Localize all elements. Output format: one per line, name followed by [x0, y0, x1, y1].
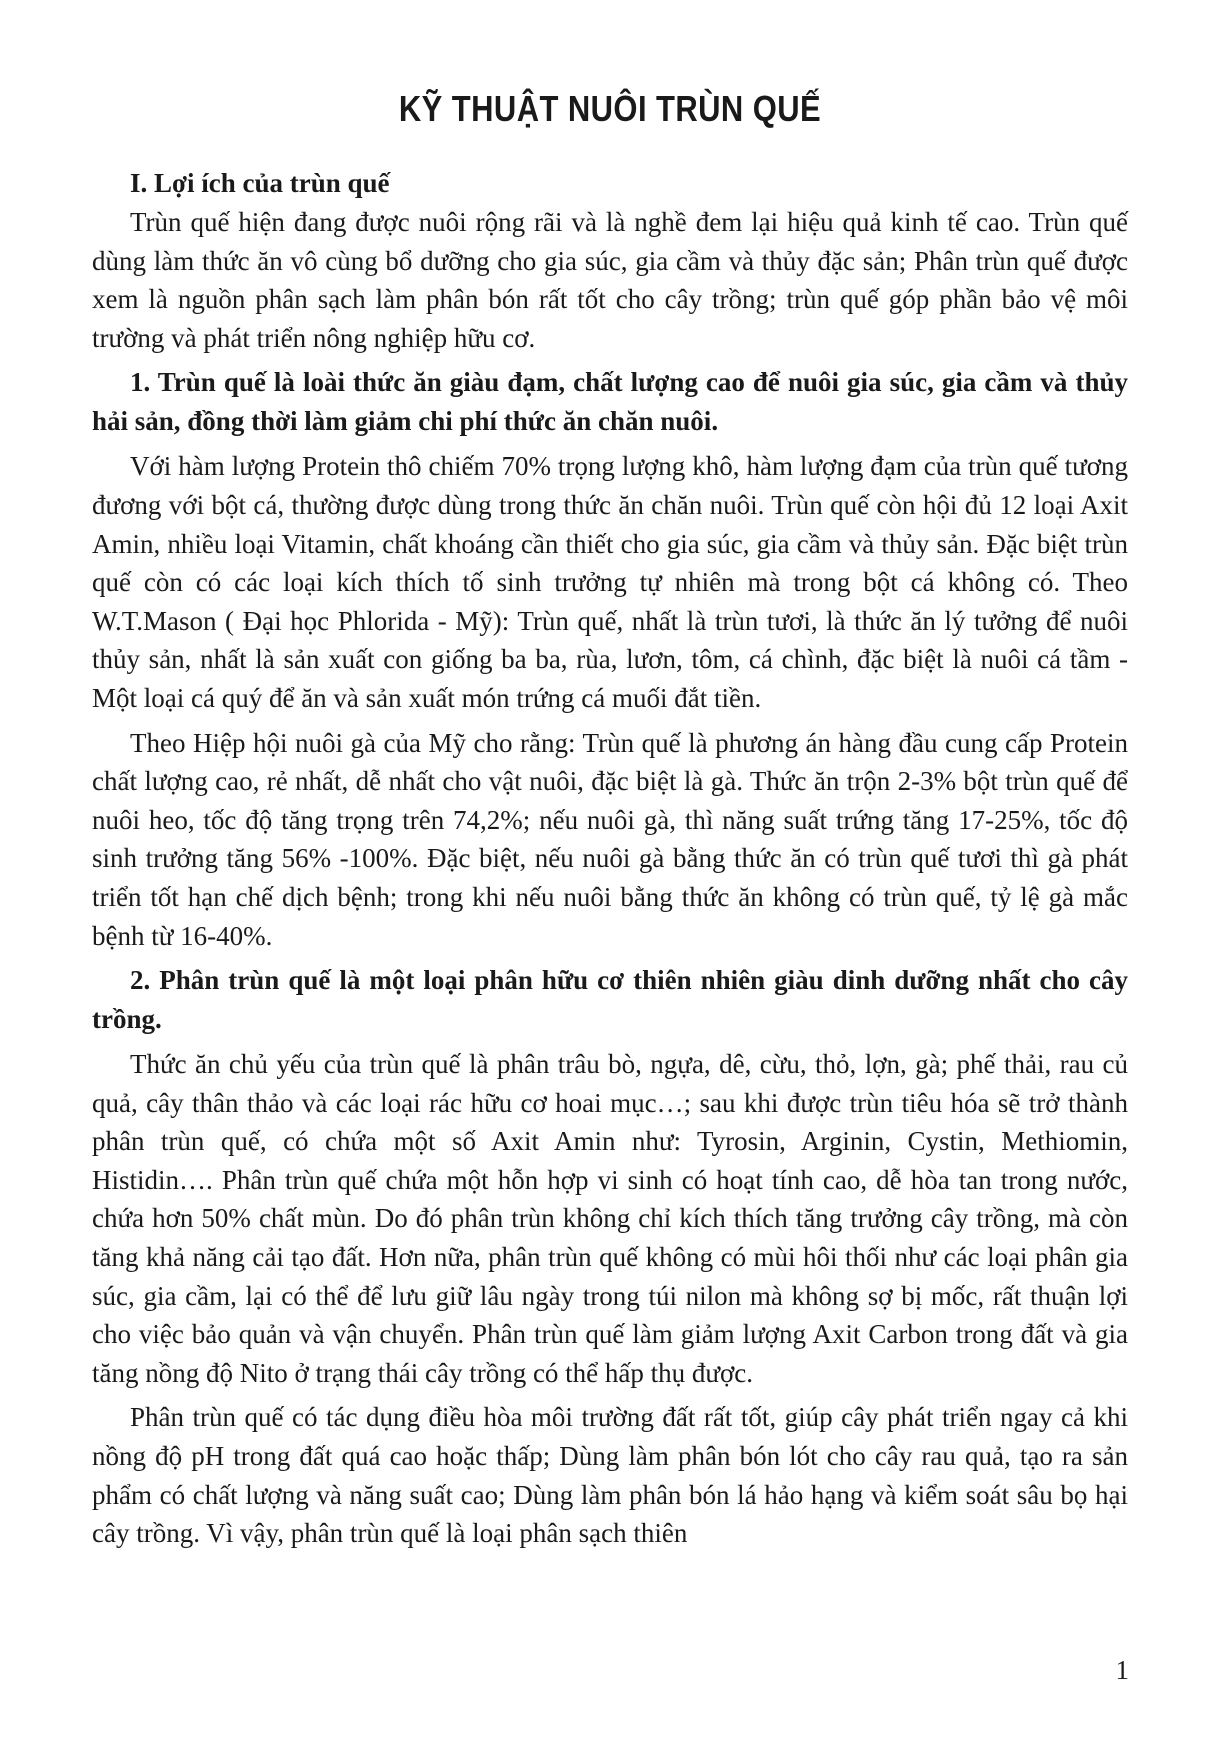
- section-heading-benefits: I. Lợi ích của trùn quế: [130, 168, 390, 198]
- feed-paragraph-poultry: Theo Hiệp hội nuôi gà của Mỹ cho rằng: Trùn quế là phương án hàng đầu cung cấp Protein chất lượng cao, rẻ nhất, dễ nhất cho vật nuôi, đặc biệt là gà. Thức ăn trộn 2-3% bột trùn quế để nuôi heo, tốc độ tăng trọng trên 74,2%; nếu nuôi gà, thì năng suất trứng tăng 17-25%, tốc độ sinh trưởng tăng 56% -100%. Đặc biệt, nếu nuôi gà bằng thức ăn có trùn quế tươi thì gà phát triển tốt hạn chế dịch bệnh; trong khi nếu nuôi bằng thức ăn không có trùn quế, tỷ lệ gà mắc bệnh từ 16-40%.: [92, 727, 1128, 951]
- subsection-heading-feed: 1. Trùn quế là loài thức ăn giàu đạm, chất lượng cao để nuôi gia súc, gia cầm và thủy hải sản, đồng thời làm giảm chi phí thức ăn chăn nuôi.: [92, 367, 1128, 437]
- fertilizer-paragraph-composition: Thức ăn chủ yếu của trùn quế là phân trâu bò, ngựa, dê, cừu, thỏ, lợn, gà; phế thải, rau củ quả, cây thân thảo và các loại rác hữu cơ hoai mục…; sau khi được trùn tiêu hóa sẽ trở thành phân trùn quế, có chứa một số Axit Amin như: Tyrosin, Arginin, Cystin, Methiomin, Histidin…. Phân trùn quế chứa một hỗn hợp vi sinh có hoạt tính cao, dễ hòa tan trong nước, chứa hơn 50% chất mùn. Do đó phân trùn không chỉ kích thích tăng trưởng cây trồng, mà còn tăng khả năng cải tạo đất. Hơn nữa, phân trùn quế không có mùi hôi thối như các loại phân gia súc, gia cầm, lại có thể để lưu giữ lâu ngày trong túi nilon mà không sợ bị mốc, rất thuận lợi cho việc bảo quản và vận chuyển. Phân trùn quế làm giảm lượng Axit Carbon trong đất và gia tăng nồng độ Nito ở trạng thái cây trồng có thể hấp thụ được.: [92, 1049, 1128, 1388]
- page-number: 1: [1115, 1655, 1129, 1685]
- subsection-heading-fertilizer: 2. Phân trùn quế là một loại phân hữu cơ thiên nhiên giàu dinh dưỡng nhất cho cây trồng.: [92, 965, 1128, 1035]
- document-page: [92, 78, 1128, 1559]
- document-title: KỸ THUẬT NUÔI TRÙN QUẾ: [398, 88, 822, 129]
- feed-paragraph-protein: Với hàm lượng Protein thô chiếm 70% trọng lượng khô, hàm lượng đạm của trùn quế tương đương với bột cá, thường được dùng trong thức ăn chăn nuôi. Trùn quế còn hội đủ 12 loại Axit Amin, nhiều loại Vitamin, chất khoáng cần thiết cho gia súc, gia cầm và thủy sản. Đặc biệt trùn quế còn có các loại kích thích tố sinh trưởng tự nhiên mà trong bột cá không có. Theo W.T.Mason ( Đại học Phlorida - Mỹ): Trùn quế, nhất là trùn tươi, là thức ăn lý tưởng để nuôi thủy sản, nhất là sản xuất con giống ba ba, rùa, lươn, tôm, cá chình, đặc biệt là nuôi cá tầm - Một loại cá quý để ăn và sản xuất món trứng cá muối đắt tiền.: [92, 451, 1128, 713]
- intro-paragraph: Trùn quế hiện đang được nuôi rộng rãi và là nghề đem lại hiệu quả kinh tế cao. Trùn quế dùng làm thức ăn vô cùng bổ dưỡng cho gia súc, gia cầm và thủy đặc sản; Phân trùn quế được xem là nguồn phân sạch làm phân bón rất tốt cho cây trồng; trùn quế góp phần bảo vệ môi trường và phát triển nông nghiệp hữu cơ.: [92, 207, 1128, 353]
- fertilizer-paragraph-effects: Phân trùn quế có tác dụng điều hòa môi trường đất rất tốt, giúp cây phát triển ngay cả khi nồng độ pH trong đất quá cao hoặc thấp; Dùng làm phân bón lót cho cây rau quả, tạo ra sản phẩm có chất lượng và năng suất cao; Dùng làm phân bón lá hảo hạng và kiểm soát sâu bọ hại cây trồng. Vì vậy, phân trùn quế là loại phân sạch thiên: [92, 1402, 1128, 1549]
